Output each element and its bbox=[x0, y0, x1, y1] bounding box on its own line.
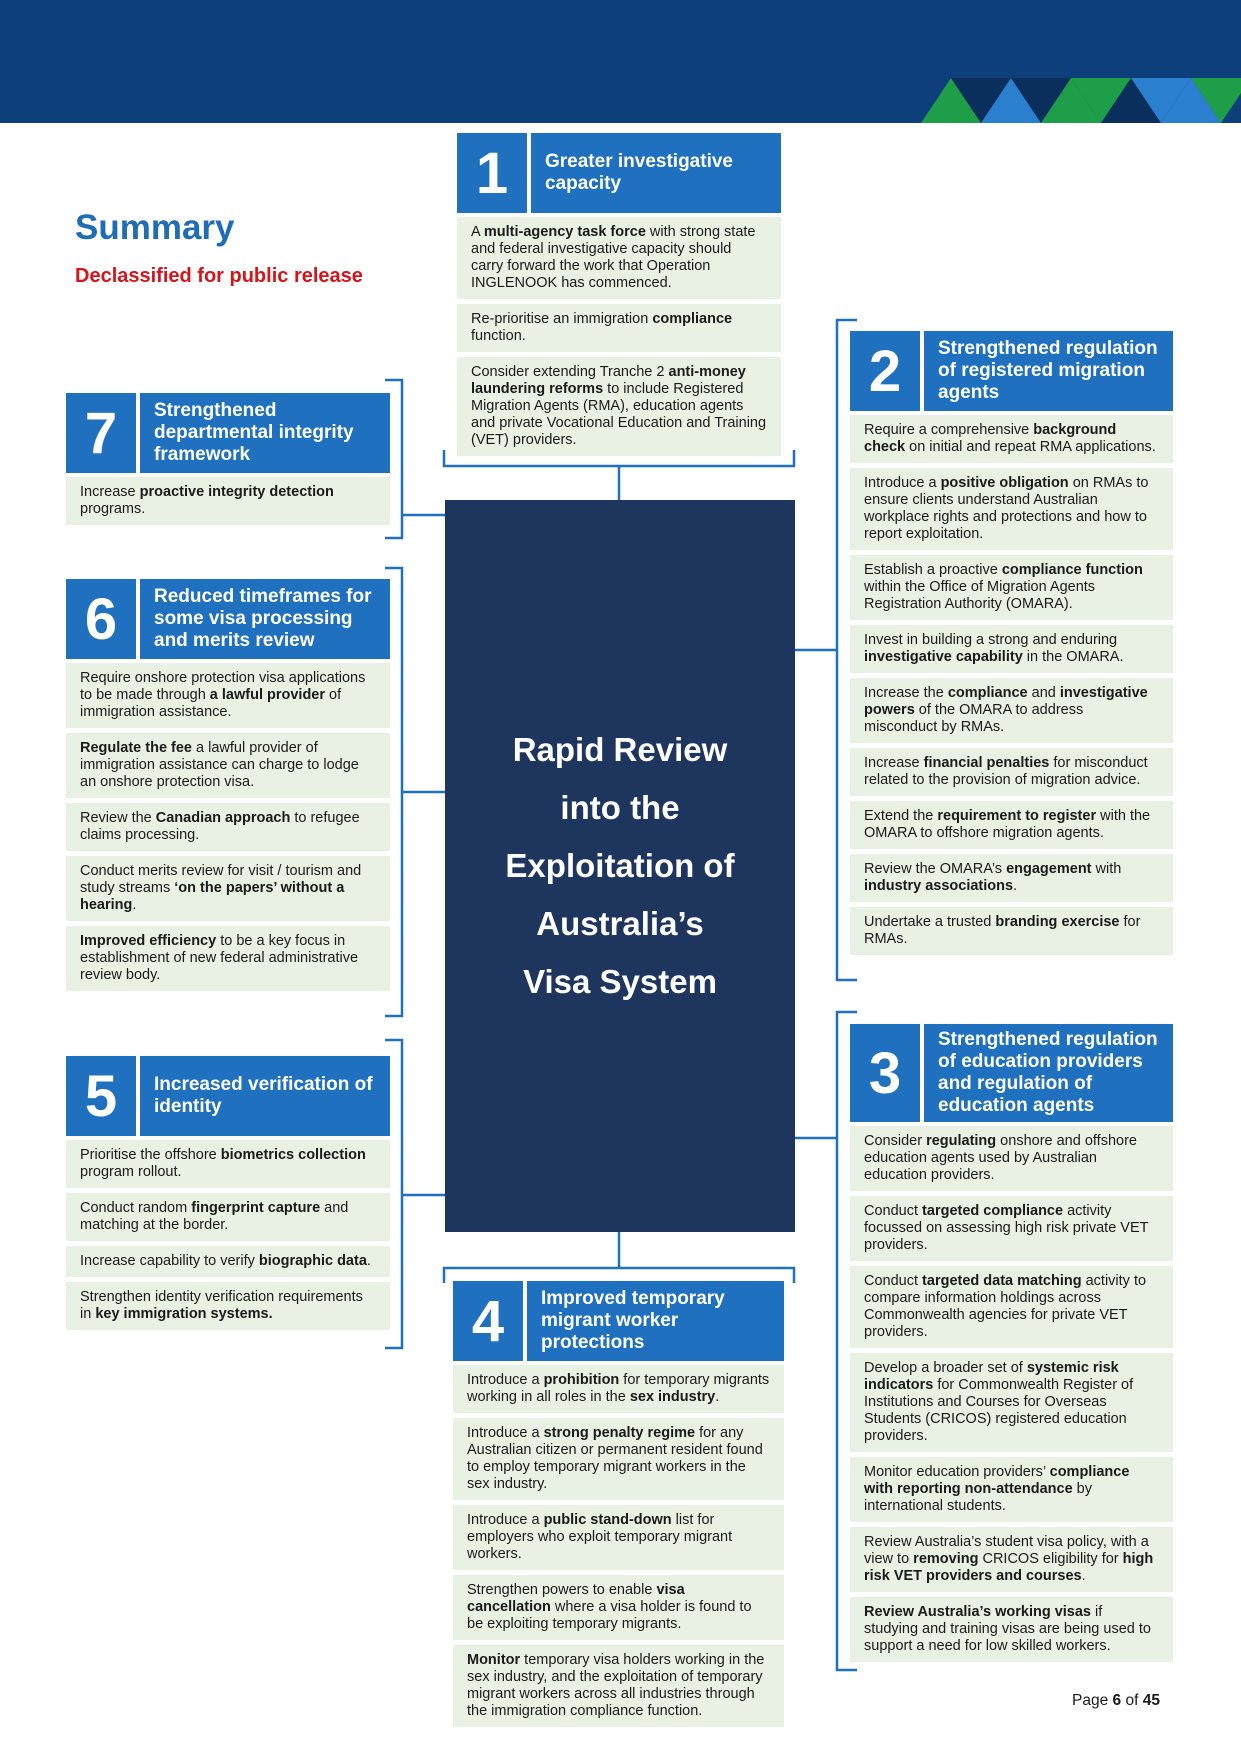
emphasis-text: background check bbox=[864, 422, 1117, 455]
recommendation-item bbox=[66, 1193, 390, 1241]
emphasis-text: regulating bbox=[926, 1133, 997, 1149]
group-items bbox=[453, 1365, 784, 1727]
recommendation-group-6 bbox=[66, 579, 390, 996]
of-label: of bbox=[1125, 1692, 1139, 1709]
item-text: Re-prioritise an immigration bbox=[471, 311, 653, 327]
recommendation-item bbox=[66, 803, 390, 851]
item-text: within the Office of Migration Agents Registration Authority (OMARA). bbox=[864, 579, 1096, 612]
emphasis-text: compliance bbox=[947, 685, 1028, 701]
emphasis-text: targeted data matching bbox=[922, 1273, 1082, 1289]
group-header bbox=[850, 1024, 1173, 1122]
emphasis-text: Monitor bbox=[467, 1652, 521, 1668]
item-text: Consider bbox=[864, 1133, 927, 1149]
emphasis-text: biometrics collection bbox=[220, 1147, 366, 1163]
emphasis-text: Regulate the fee bbox=[80, 740, 192, 756]
item-text: temporary visa holders working in the sex industry, and the exploitation of temporary migrant workers across all industries through the immigration compliance function. bbox=[467, 1652, 765, 1719]
item-text: Review the OMARA’s bbox=[864, 861, 1007, 877]
classification-label: Declassified for public release bbox=[75, 265, 363, 287]
recommendation-item bbox=[850, 415, 1173, 463]
emphasis-text: public stand-down bbox=[543, 1512, 672, 1528]
recommendation-item bbox=[850, 748, 1173, 796]
current-page: 6 bbox=[1112, 1692, 1122, 1709]
group-number: 3 bbox=[850, 1024, 920, 1122]
item-text: Require a comprehensive bbox=[864, 422, 1034, 438]
item-text: for any Australian citizen or permanent resident found to employ temporary migrant workers in the sex industry. bbox=[467, 1425, 763, 1492]
recommendation-item bbox=[850, 625, 1173, 673]
group-title: Increased verification of identity bbox=[140, 1056, 390, 1136]
item-text: for temporary migrants working in all roles in the bbox=[467, 1372, 770, 1405]
item-text: Invest in building a strong and enduring bbox=[864, 632, 1118, 648]
recommendation-group-5 bbox=[66, 1056, 390, 1335]
item-text: Prioritise the offshore bbox=[80, 1147, 221, 1163]
item-text: on initial and repeat RMA applications. bbox=[905, 439, 1156, 455]
recommendation-item bbox=[850, 468, 1173, 550]
recommendation-item bbox=[850, 801, 1173, 849]
emphasis-text: compliance function bbox=[1001, 562, 1143, 578]
recommendation-item bbox=[850, 678, 1173, 743]
item-text: Undertake a trusted bbox=[864, 914, 996, 930]
item-text: and matching at the border. bbox=[80, 1200, 349, 1233]
item-text: with the OMARA to offshore migration agents. bbox=[864, 808, 1151, 841]
item-text: Consider extending Tranche 2 bbox=[471, 364, 669, 380]
emphasis-text: fingerprint capture bbox=[191, 1200, 321, 1216]
item-text: if studying and training visas are being used to support a need for low skilled workers. bbox=[864, 1604, 1151, 1654]
emphasis-text: compliance bbox=[652, 311, 733, 327]
item-text: Conduct bbox=[864, 1203, 923, 1219]
group-title: Strengthened regulation of registered migration agents bbox=[924, 331, 1173, 411]
central-title-line: Visa System bbox=[523, 963, 717, 1000]
item-text: . bbox=[1081, 1568, 1086, 1584]
item-text: Introduce a bbox=[467, 1372, 544, 1388]
item-text: Conduct random bbox=[80, 1200, 192, 1216]
item-text: of immigration assistance. bbox=[80, 687, 342, 720]
group-header bbox=[850, 331, 1173, 411]
item-text: Increase bbox=[864, 755, 924, 771]
recommendation-group-1 bbox=[457, 133, 781, 461]
item-text: Review the bbox=[80, 810, 156, 826]
item-text: by international students. bbox=[864, 1481, 1092, 1514]
emphasis-text: Review Australia’s working visas bbox=[864, 1604, 1091, 1620]
item-text: . bbox=[366, 1253, 371, 1269]
emphasis-text: positive obligation bbox=[940, 475, 1069, 491]
recommendation-item bbox=[453, 1365, 784, 1413]
emphasis-text: Canadian approach bbox=[155, 810, 291, 826]
item-text: . bbox=[715, 1389, 720, 1405]
recommendation-group-7 bbox=[66, 393, 390, 530]
emphasis-text: requirement to register bbox=[937, 808, 1097, 824]
recommendation-group-4 bbox=[453, 1281, 784, 1732]
item-text: with strong state and federal investigative capacity should carry forward the work that Operation INGLENOOK has commenced. bbox=[471, 224, 756, 291]
central-title-line: Rapid Review bbox=[512, 731, 728, 768]
group-header bbox=[453, 1281, 784, 1361]
group-items bbox=[66, 663, 390, 991]
recommendation-item bbox=[850, 1126, 1173, 1191]
recommendation-item bbox=[850, 907, 1173, 955]
recommendation-item bbox=[850, 1353, 1173, 1452]
central-title bbox=[505, 721, 734, 1011]
recommendation-item bbox=[66, 926, 390, 991]
item-text: Introduce a bbox=[467, 1425, 544, 1441]
emphasis-text: ‘on the papers’ without a hearing bbox=[80, 880, 345, 913]
group-number: 2 bbox=[850, 331, 920, 411]
item-text: list for employers who exploit temporary migrant workers. bbox=[467, 1512, 733, 1562]
group-title: Strengthened departmental integrity framework bbox=[140, 393, 390, 473]
emphasis-text: sex industry bbox=[629, 1389, 716, 1405]
item-text: Introduce a bbox=[467, 1512, 544, 1528]
group-title: Reduced timeframes for some visa processing and merits review bbox=[140, 579, 390, 659]
item-text: Increase bbox=[80, 484, 140, 500]
item-text: Strengthen identity verification requirements in bbox=[80, 1289, 363, 1322]
group-title: Strengthened regulation of education providers and regulation of education agents bbox=[924, 1024, 1173, 1122]
emphasis-text: key immigration systems. bbox=[95, 1306, 273, 1322]
item-text: Conduct merits review for visit / tourism and study streams bbox=[80, 863, 362, 896]
group-title: Greater investigative capacity bbox=[531, 133, 781, 213]
recommendation-item bbox=[66, 1140, 390, 1188]
item-text: to include Registered Migration Agents (RMA), education agents and private Vocational Education and Training (VET) providers. bbox=[471, 381, 767, 448]
item-text: CRICOS eligibility for bbox=[978, 1551, 1123, 1567]
item-text: Increase capability to verify bbox=[80, 1253, 259, 1269]
item-text: of the OMARA to address misconduct by RMAs. bbox=[864, 702, 1084, 735]
recommendation-item bbox=[850, 555, 1173, 620]
recommendation-item bbox=[850, 1527, 1173, 1592]
item-text: program rollout. bbox=[80, 1164, 182, 1180]
item-text: on RMAs to ensure clients understand Australian workplace rights and protections and how to report exploitation. bbox=[864, 475, 1149, 542]
group-number: 5 bbox=[66, 1056, 136, 1136]
emphasis-text: removing bbox=[913, 1551, 979, 1567]
recommendation-item bbox=[66, 663, 390, 728]
recommendation-item bbox=[453, 1418, 784, 1500]
recommendation-item bbox=[453, 1645, 784, 1727]
item-text: A bbox=[471, 224, 484, 240]
emphasis-text: high risk VET providers and courses bbox=[864, 1551, 1154, 1584]
recommendation-item bbox=[850, 854, 1173, 902]
central-title-line: Exploitation of bbox=[505, 847, 735, 884]
recommendation-item bbox=[66, 1282, 390, 1330]
central-title-block bbox=[445, 500, 795, 1232]
item-text: to be a key focus in establishment of new federal administrative review body. bbox=[80, 933, 359, 983]
item-text: Require onshore protection visa applications to be made through bbox=[80, 670, 366, 703]
item-text: to refugee claims processing. bbox=[80, 810, 360, 843]
item-text: a lawful provider of immigration assistance can charge to lodge an onshore protection visa. bbox=[80, 740, 359, 790]
item-text: and bbox=[1027, 685, 1060, 701]
central-title-line: into the bbox=[560, 789, 680, 826]
central-title-line: Australia’s bbox=[536, 905, 704, 942]
recommendation-item bbox=[66, 477, 390, 525]
emphasis-text: strong penalty regime bbox=[543, 1425, 696, 1441]
group-items bbox=[457, 217, 781, 456]
item-text: . bbox=[132, 897, 137, 913]
item-text: activity to compare information holdings across Commonwealth agencies for private VET providers. bbox=[864, 1273, 1147, 1340]
group-header bbox=[457, 133, 781, 213]
emphasis-text: engagement bbox=[1006, 861, 1092, 877]
recommendation-item bbox=[457, 357, 781, 456]
group-items bbox=[66, 477, 390, 525]
emphasis-text: prohibition bbox=[543, 1372, 620, 1388]
item-text: Review Australia’s student visa policy, with a view to bbox=[864, 1534, 1149, 1567]
recommendation-group-3 bbox=[850, 1024, 1173, 1667]
item-text: for misconduct related to the provision of migration advice. bbox=[864, 755, 1148, 788]
emphasis-text: financial penalties bbox=[923, 755, 1050, 771]
emphasis-text: branding exercise bbox=[995, 914, 1120, 930]
emphasis-text: a lawful provider bbox=[209, 687, 326, 703]
recommendation-group-2 bbox=[850, 331, 1173, 960]
emphasis-text: targeted compliance bbox=[922, 1203, 1064, 1219]
page-title: Summary bbox=[75, 208, 235, 247]
recommendation-item bbox=[457, 304, 781, 352]
group-items bbox=[66, 1140, 390, 1330]
page-number bbox=[1072, 1692, 1160, 1710]
emphasis-text: industry associations bbox=[864, 878, 1014, 894]
recommendation-item bbox=[457, 217, 781, 299]
item-text: function. bbox=[471, 328, 526, 344]
emphasis-text: anti-money laundering reforms bbox=[471, 364, 746, 397]
item-text: Conduct bbox=[864, 1273, 923, 1289]
item-text: for Commonwealth Register of Institutions and Courses for Overseas Students (CRICOS) registered education providers. bbox=[864, 1377, 1134, 1444]
emphasis-text: Improved efficiency bbox=[80, 933, 217, 949]
recommendation-item bbox=[66, 856, 390, 921]
item-text: where a visa holder is found to be exploiting temporary migrants. bbox=[467, 1599, 752, 1632]
item-text: Introduce a bbox=[864, 475, 941, 491]
group-number: 6 bbox=[66, 579, 136, 659]
recommendation-item bbox=[850, 1196, 1173, 1261]
recommendation-item bbox=[850, 1266, 1173, 1348]
item-text: Establish a proactive bbox=[864, 562, 1002, 578]
group-header bbox=[66, 579, 390, 659]
item-text: activity focussed on assessing high risk private VET providers. bbox=[864, 1203, 1149, 1253]
emphasis-text: multi-agency task force bbox=[483, 224, 646, 240]
item-text: Develop a broader set of bbox=[864, 1360, 1027, 1376]
group-header bbox=[66, 393, 390, 473]
item-text: . bbox=[1013, 878, 1018, 894]
emphasis-text: investigative capability bbox=[864, 649, 1023, 665]
emphasis-text: visa cancellation bbox=[467, 1582, 685, 1615]
page-label: Page bbox=[1072, 1692, 1109, 1709]
group-number: 7 bbox=[66, 393, 136, 473]
emphasis-text: compliance with reporting non-attendance bbox=[864, 1464, 1130, 1497]
group-header bbox=[66, 1056, 390, 1136]
item-text: programs. bbox=[80, 501, 146, 517]
recommendation-item bbox=[850, 1457, 1173, 1522]
emphasis-text: investigative powers bbox=[864, 685, 1148, 718]
recommendation-item bbox=[850, 1597, 1173, 1662]
recommendation-item bbox=[453, 1505, 784, 1570]
group-items bbox=[850, 1126, 1173, 1662]
item-text: Monitor education providers’ bbox=[864, 1464, 1050, 1480]
group-number: 1 bbox=[457, 133, 527, 213]
emphasis-text: systemic risk indicators bbox=[864, 1360, 1119, 1393]
recommendation-item bbox=[453, 1575, 784, 1640]
item-text: Increase the bbox=[864, 685, 948, 701]
recommendation-item bbox=[66, 733, 390, 798]
item-text: Extend the bbox=[864, 808, 938, 824]
group-number: 4 bbox=[453, 1281, 523, 1361]
emphasis-text: biographic data bbox=[258, 1253, 367, 1269]
item-text: Strengthen powers to enable bbox=[467, 1582, 657, 1598]
item-text: onshore and offshore education agents used by Australian education providers. bbox=[864, 1133, 1137, 1183]
group-title: Improved temporary migrant worker protections bbox=[527, 1281, 784, 1361]
emphasis-text: proactive integrity detection bbox=[139, 484, 334, 500]
item-text: in the OMARA. bbox=[1022, 649, 1124, 665]
total-pages: 45 bbox=[1142, 1692, 1160, 1709]
recommendation-item bbox=[66, 1246, 390, 1277]
group-items bbox=[850, 415, 1173, 955]
item-text: for RMAs. bbox=[864, 914, 1141, 947]
item-text: with bbox=[1091, 861, 1122, 877]
